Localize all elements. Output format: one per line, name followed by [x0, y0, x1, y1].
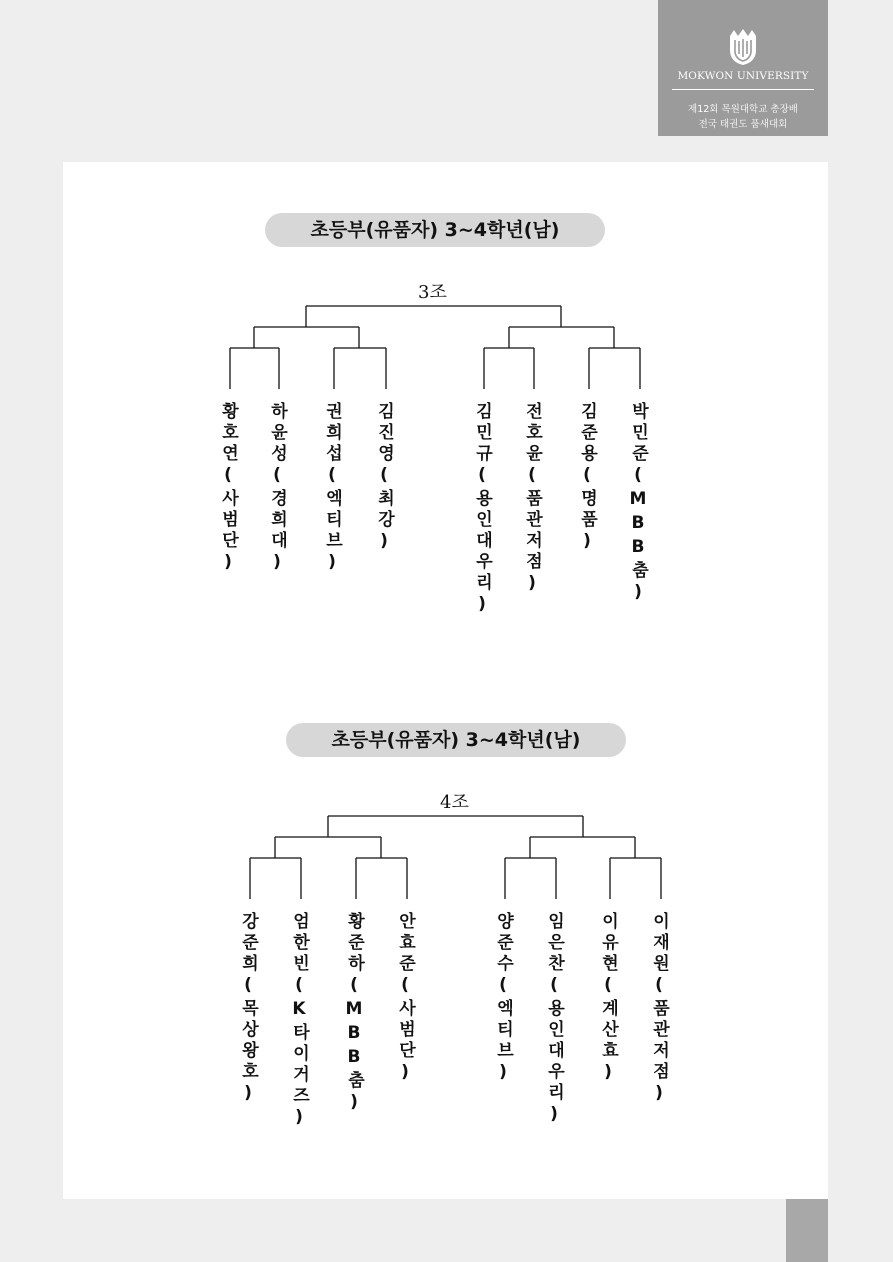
- player-name: 황호연(사범단): [218, 402, 238, 576]
- player-name: 양준수(엑티브): [493, 912, 513, 1086]
- player-name: 김준용(명품): [577, 402, 597, 555]
- player-name: 전호윤(품관저점): [522, 402, 542, 597]
- player-name: 황준하(MBB춤): [344, 912, 364, 1116]
- player-name: 안효준(사범단): [395, 912, 415, 1086]
- section-2-group-label: 4조: [440, 792, 469, 813]
- player-name: 엄한빈(K타이거즈): [289, 912, 309, 1131]
- player-name: 권희섭(엑티브): [322, 402, 342, 576]
- player-name: 김진영(최강): [374, 402, 394, 555]
- section-1-group-label: 3조: [418, 282, 447, 303]
- event-title-line-2: 전국 태권도 품새대회: [698, 119, 788, 130]
- player-name: 이유현(계산효): [598, 912, 618, 1086]
- player-name: 김민규(용인대우리): [472, 402, 492, 618]
- section-1-title: 초등부(유품자) 3~4학년(남): [265, 213, 605, 247]
- player-name: 임은찬(용인대우리): [544, 912, 564, 1128]
- player-name: 이재원(품관저점): [649, 912, 669, 1107]
- section-2-title: 초등부(유품자) 3~4학년(남): [286, 723, 626, 757]
- event-title-line-1: 제12회 목원대학교 총장배: [688, 104, 798, 115]
- player-name: 박민준(MBB춤): [628, 402, 648, 606]
- university-name: MOKWON UNIVERSITY: [677, 70, 809, 82]
- player-name: 하윤성(경희대): [267, 402, 287, 576]
- player-name: 강준희(목상왕호): [238, 912, 258, 1107]
